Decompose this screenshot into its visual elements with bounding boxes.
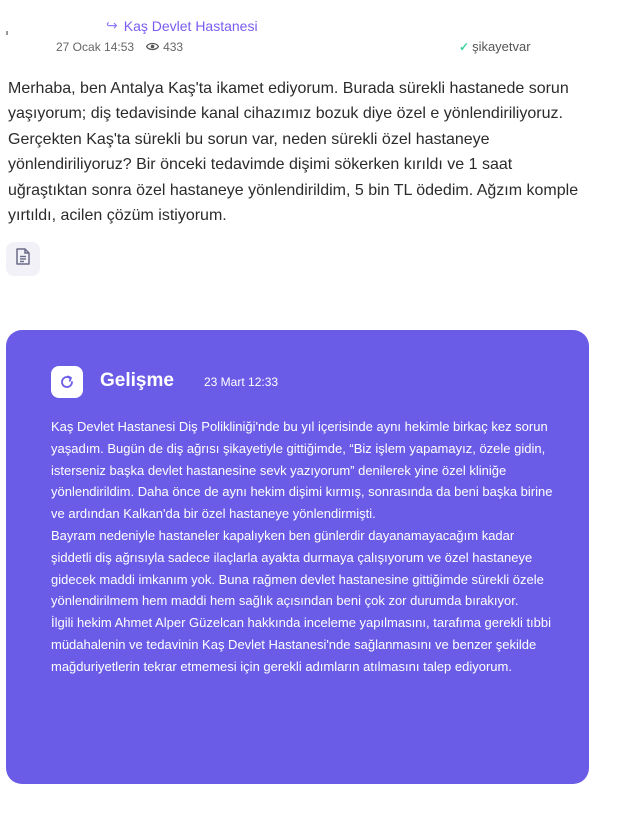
view-count	[146, 40, 183, 54]
return-arrow-icon: ↪	[106, 17, 118, 33]
refresh-icon	[51, 366, 83, 398]
update-paragraph: Bayram nedeniyle hastaneler kapalıyken ben günlerdir dayanamayacağım kadar şiddetli diş ağrısıyla sadece ilaçlarla ayakta durmaya çalışıyorum ve özel hastaneye gidecek maddi imkanım yok. Buna rağmen devlet hastanesine gittiğimde sürekli özele yönlendirilmem hem maddi hem sağlık açısından beni çok zor durumda bırakıyor.	[51, 527, 544, 609]
update-body	[51, 416, 553, 678]
institution-name[interactable]: Kaş Devlet Hastanesi	[123, 17, 258, 34]
brand-logo	[459, 39, 531, 54]
complaint-meta	[56, 40, 183, 54]
document-button[interactable]	[6, 242, 40, 276]
left-edge-mark	[6, 31, 8, 35]
update-date: 23 Mart 12:33	[204, 375, 279, 389]
view-count-value: 433	[163, 40, 184, 54]
update-card	[6, 330, 589, 784]
institution-link[interactable]	[106, 17, 258, 34]
complaint-text: Merhaba, ben Antalya Kaş'ta ikamet ediyorum. Burada sürekli hastanede sorun yaşıyorum; diş tedavisinde kanal cihazımız bozuk diye özel e yönlendiriliyoruz. Gerçekten Kaş'ta sürekli bu sorun var, neden sürekli özel hastaneye yönlendiriliyoruz? Bir önceki tedavimde dişimi sökerken kırıldı ve 1 saat uğraştıktan sonra özel hastaneye yönlendirildim, 5 bin TL ödedim. Ağzım komple yırtıldı, acilen çözüm istiyorum.	[8, 80, 579, 225]
update-paragraph: Kaş Devlet Hastanesi Diş Polikliniği'nde bu yıl içerisinde aynı hekimle birkaç kez sorun yaşadım. Bugün de diş ağrısı şikayetiyle gittiğimde, “Biz işlem yapamayız, özele gidin, isterseniz başka devlet hastanesine sevk yazıyorum” denilerek yine özel kliniğe yönlendirildim. Daha önce de aynı hekim dişimi kırmış, sonrasında da beni başka birine ve ardından Kalkan'da bir özel hastaneye yönlendirmişti.	[51, 419, 553, 522]
brand-name: şikayetvar	[472, 39, 531, 54]
update-title: Gelişme	[100, 370, 174, 391]
complaint-date: 27 Ocak 14:53	[56, 40, 135, 54]
document-icon	[16, 248, 30, 270]
check-icon: ✓	[459, 39, 470, 54]
eye-icon	[146, 40, 159, 54]
update-paragraph: İlgili hekim Ahmet Alper Güzelcan hakkında inceleme yapılmasını, tarafıma gerekli tıbbi müdahalenin ve tedavinin Kaş Devlet Hastanesi'nde sağlanmasını ve benzer şekilde mağduriyetlerin tekrar etmemesi için gerekli adımların atılmasını talep ediyorum.	[51, 615, 552, 674]
